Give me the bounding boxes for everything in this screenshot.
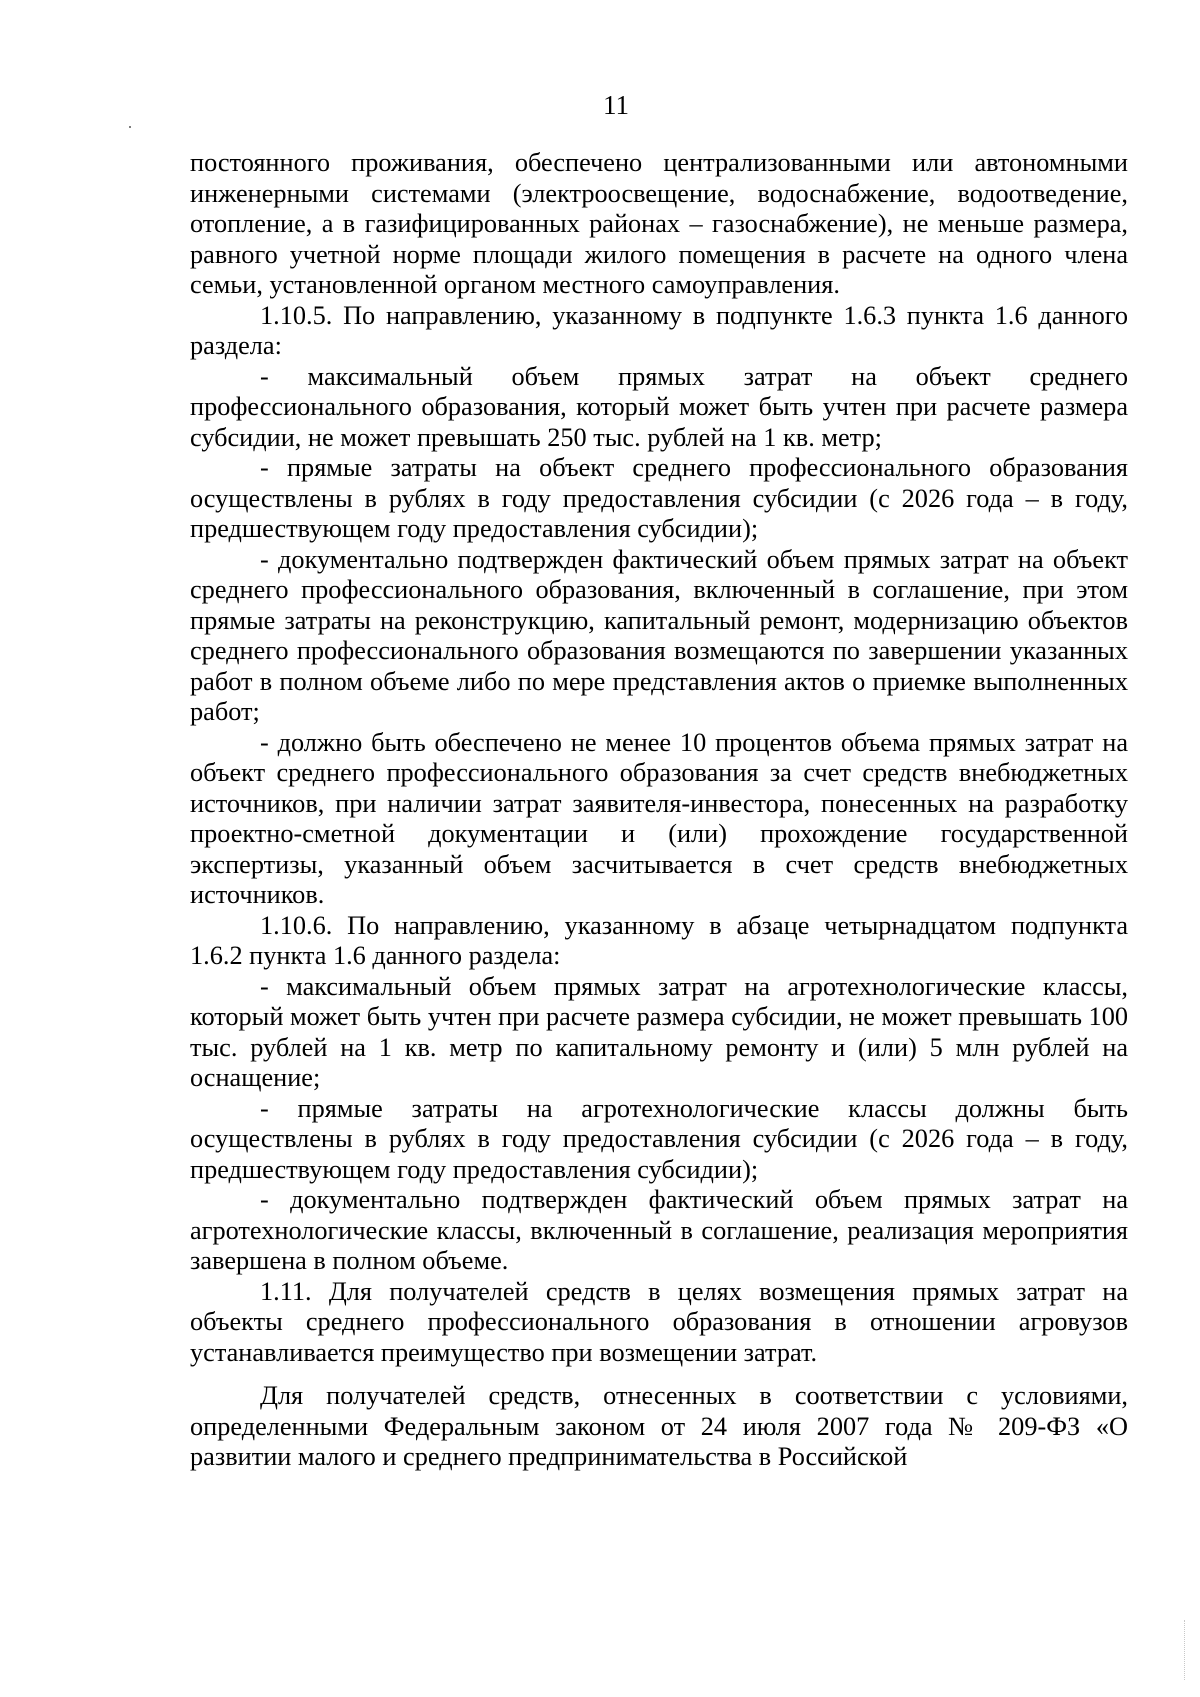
paragraph-continuation: постоянного проживания, обеспечено централизованными или автономными инженерными системами (электроосвещение, водоснабжение, водоотведение, отопление, а в газифицированных районах – газоснабжение), не меньше размера, равного учетной норме площади жилого помещения в расчете на одного члена семьи, установленной органом местного самоуправления. — [190, 148, 1128, 299]
paragraph-small-business: Для получателей средств, отнесенных в соответствии с условиями, определенными Федеральным законом от 24 июля 2007 года № 209-ФЗ «О развитии малого и среднего предпринимательства в Российской — [190, 1381, 1128, 1471]
page-number: 11 — [603, 90, 629, 120]
list-item-extrabudgetary: - должно быть обеспечено не менее 10 процентов объема прямых затрат на объект среднего профессионального образования за счет средств внебюджетных источников, при наличии затрат заявителя-инвестора, понесенных на разработку проектно-сметной документации и (или) прохождение государственной экспертизы, указанный объем засчитывается в счет средств внебюджетных источников. — [190, 727, 1128, 909]
list-item-max-cost-spo: - максимальный объем прямых затрат на объект среднего профессионального образования, который может быть учтен при расчете размера субсидии, не может превышать 250 тыс. рублей на 1 кв. метр; — [190, 361, 1128, 452]
list-item-documented-spo: - документально подтвержден фактический объем прямых затрат на объект среднего профессионального образования, включенный в соглашение, при этом прямые затраты на реконструкцию, капитальный ремонт, модернизацию объектов среднего профессионального образования возмещаются по завершении указанных работ в полном объеме либо по мере представления актов о приемке выполненных работ; — [190, 544, 1128, 726]
list-item-costs-rubles-agro: - прямые затраты на агротехнологические классы должны быть осуществлены в рублях в году предоставления субсидии (с 2026 года – в году, предшествующем году предоставления субсидии); — [190, 1093, 1128, 1184]
list-item-documented-agro: - документально подтвержден фактический объем прямых затрат на агротехнологические классы, включенный в соглашение, реализация мероприятия завершена в полном объеме. — [190, 1185, 1128, 1275]
paragraph-1-11: 1.11. Для получателей средств в целях возмещения прямых затрат на объекты среднего профессионального образования в отношении агровузов устанавливается преимущество при возмещении затрат. — [190, 1276, 1128, 1367]
list-item-costs-rubles-spo: - прямые затраты на объект среднего профессионального образования осуществлены в рублях в году предоставления субсидии (с 2026 года – в году, предшествующем году предоставления субсидии); — [190, 453, 1128, 543]
scan-speck — [129, 126, 131, 128]
paragraph-1-10-5: 1.10.5. По направлению, указанному в подпункте 1.6.3 пункта 1.6 данного раздела: — [190, 300, 1128, 360]
scan-edge-mark — [1184, 1620, 1186, 1680]
document-body — [190, 148, 1128, 1473]
paragraph-1-10-6: 1.10.6. По направлению, указанному в абзаце четырнадцатом подпункта 1.6.2 пункта 1.6 данного раздела: — [190, 910, 1128, 970]
list-item-max-cost-agro: - максимальный объем прямых затрат на агротехнологические классы, который может быть учтен при расчете размера субсидии, не может превышать 100 тыс. рублей на 1 кв. метр по капитальному ремонту и (или) 5 млн рублей на оснащение; — [190, 971, 1128, 1092]
